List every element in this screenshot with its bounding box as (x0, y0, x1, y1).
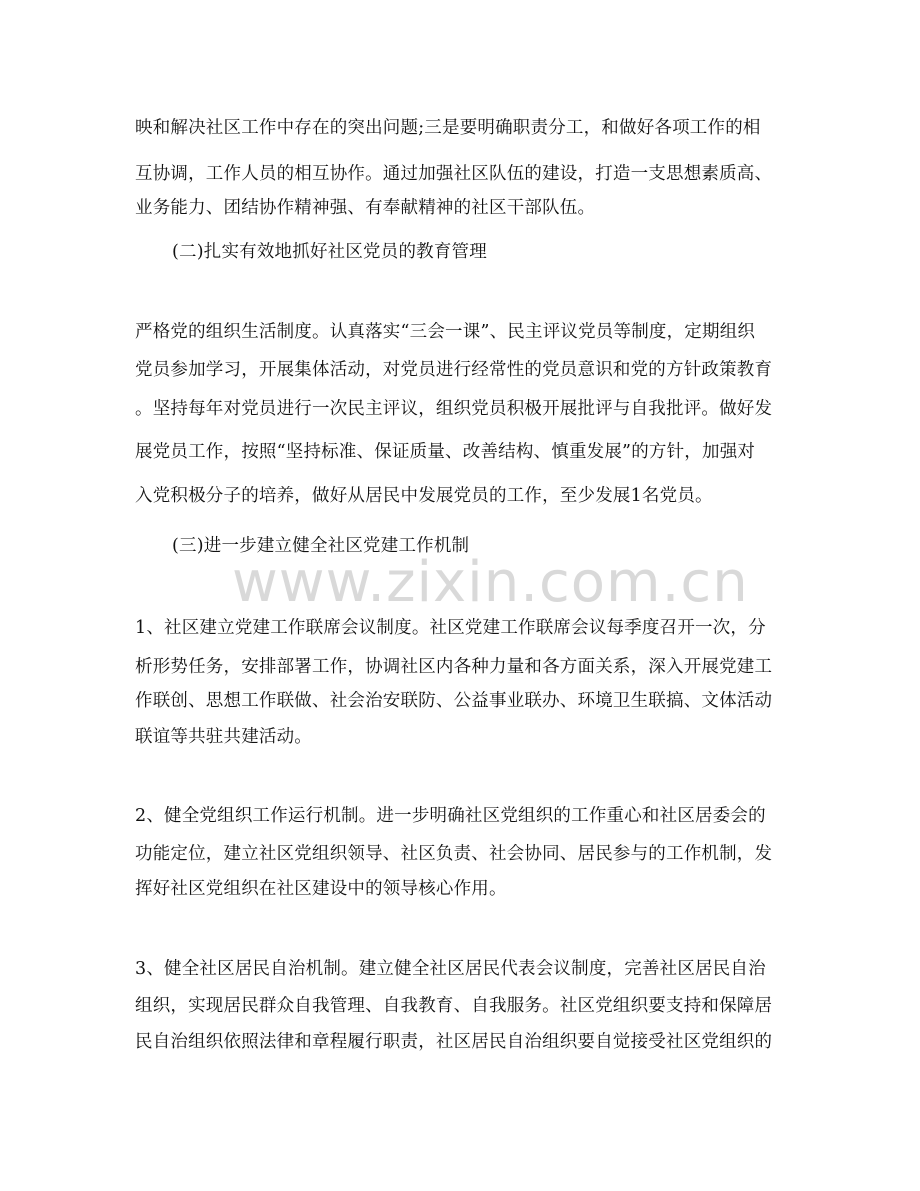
text-line: 3、健全社区居民自治机制。建立健全社区居民代表会议制度，完善社区居民自治 (135, 959, 766, 979)
text-line: 功能定位，建立社区党组织领导、社区负责、社会协同、居民参与的工作机制，发 (135, 844, 773, 864)
text-line: 互协调，工作人员的相互协作。通过加强社区队伍的建设，打造一支思想素质高、 (135, 164, 773, 184)
text-line: 挥好社区党组织在社区建设中的领导核心作用。 (135, 879, 507, 899)
text-line: 民自治组织依照法律和章程履行职责，社区居民自治组织要自觉接受社区党组织的 (135, 1032, 773, 1052)
text-line: 。坚持每年对党员进行一次民主评议，组织党员积极开展批评与自我批评。做好发 (135, 399, 773, 419)
text-line: 作联创、思想工作联做、社会治安联防、公益事业联办、环境卫生联搞、文体活动 (135, 691, 773, 711)
text-line: 析形势任务，安排部署工作，协调社区内各种力量和各方面关系，深入开展党建工 (135, 657, 773, 677)
text-line: 1、社区建立党建工作联席会议制度。社区党建工作联席会议每季度召开一次，分 (135, 618, 766, 638)
text-line: 联谊等共驻共建活动。 (135, 727, 312, 747)
text-line: 业务能力、团结协作精神强、有奉献精神的社区干部队伍。 (135, 198, 596, 218)
section-heading: (三)进一步建立健全社区党建工作机制 (172, 536, 470, 556)
text-line: 严格党的组织生活制度。认真落实“三会一课”、民主评议党员等制度，定期组织 (135, 322, 756, 342)
text-line: 入党积极分子的培养，做好从居民中发展党员的工作，至少发展1名党员。 (135, 486, 713, 506)
text-line: 党员参加学习，开展集体活动，对党员进行经常性的党员意识和党的方针政策教育 (135, 360, 773, 380)
section-heading: (二)扎实有效地抓好社区党员的教育管理 (172, 242, 487, 262)
text-line: 2、健全党组织工作运行机制。进一步明确社区党组织的工作重心和社区居委会的 (135, 806, 766, 826)
text-line: 组织，实现居民群众自我管理、自我教育、自我服务。社区党组织要支持和保障居 (135, 996, 773, 1016)
text-line: 展党员工作，按照“坚持标准、保证质量、改善结构、慎重发展”的方针，加强对 (135, 442, 756, 462)
watermark: www.zixin.com.cn (232, 550, 749, 615)
text-line: 映和解决社区工作中存在的突出问题;三是要明确职责分工，和做好各项工作的相 (135, 118, 761, 138)
